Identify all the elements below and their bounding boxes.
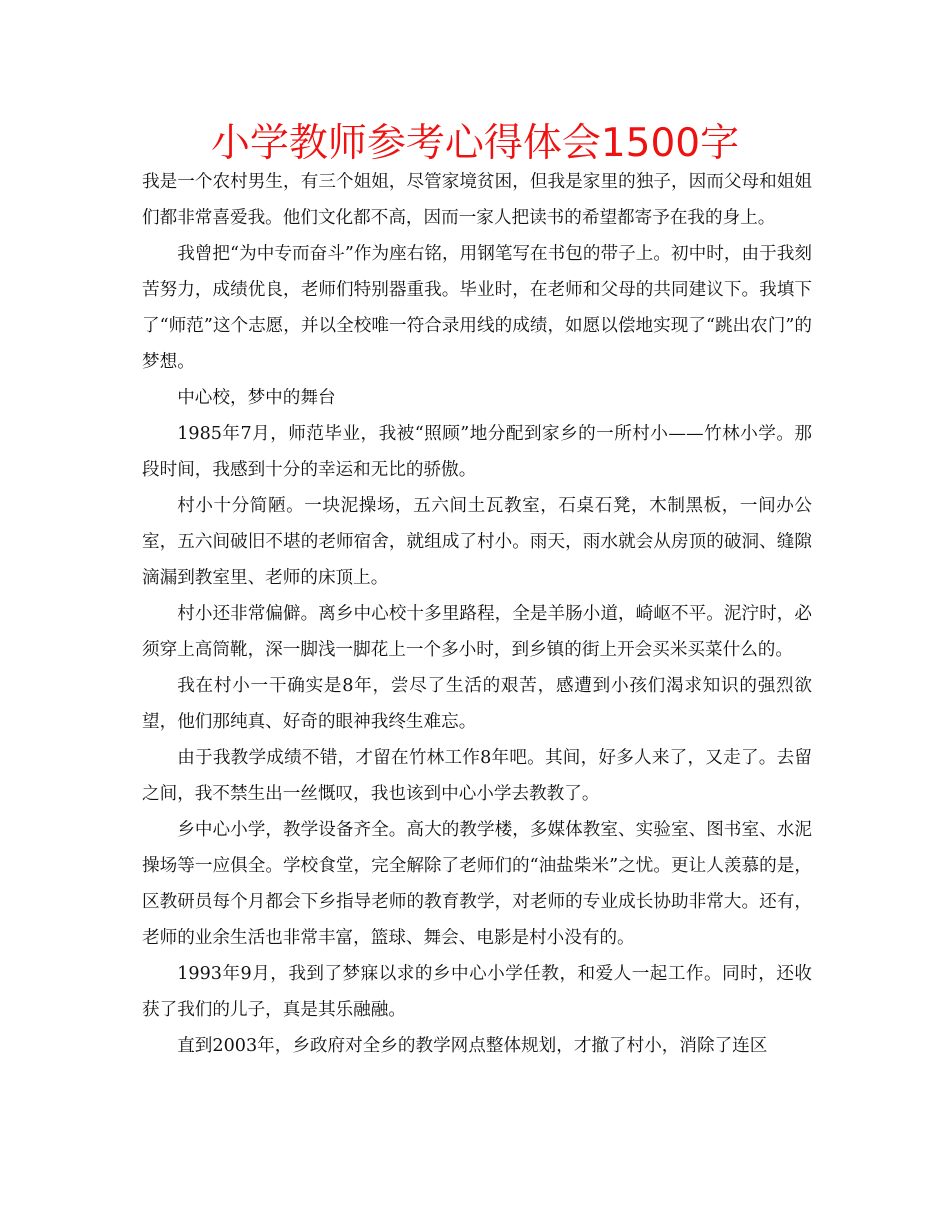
paragraph-2: 我曾把“为中专而奋斗”作为座右铭，用钢笔写在书包的带子上。初中时，由于我刻苦努力，成绩优良，老师们特别器重我。毕业时，在老师和父母的共同建议下。我填下了“师范”这个志愿，并以全校唯一符合录用线的成绩，如愿以偿地实现了“跳出农门”的梦想。	[142, 244, 812, 372]
paragraph-8: 乡中心小学，教学设备齐全。高大的教学楼，多媒体教室、实验室、图书室、水泥操场等一应俱全。学校食堂，完全解除了老师们的“油盐柴米”之忧。更让人羡慕的是，区教研员每个月都会下乡指导老师的教育教学，对老师的专业成长协助非常大。还有，老师的业余生活也非常丰富，篮球、舞会、电影是村小没有的。	[142, 820, 812, 948]
paragraph-6: 我在村小一干确实是8年，尝尽了生活的艰苦，感遭到小孩们渴求知识的强烈欲望，他们那纯真、好奇的眼神我终生难忘。	[142, 676, 812, 732]
document-title: 小学教师参考心得体会1500字	[210, 121, 740, 166]
paragraph-3: 1985年7月，师范毕业，我被“照顾”地分配到家乡的一所村小——竹林小学。那段时间，我感到十分的幸运和无比的骄傲。	[142, 424, 812, 480]
paragraph-1: 我是一个农村男生，有三个姐姐，尽管家境贫困，但我是家里的独子，因而父母和姐姐们都非常喜爱我。他们文化都不高，因而一家人把读书的希望都寄予在我的身上。	[142, 172, 812, 228]
paragraph-7: 由于我教学成绩不错，才留在竹林工作8年吧。其间，好多人来了，又走了。去留之间，我不禁生出一丝慨叹，我也该到中心小学去教教了。	[142, 748, 812, 804]
paragraph-5: 村小还非常偏僻。离乡中心校十多里路程，全是羊肠小道，崎岖不平。泥泞时，必须穿上高筒靴，深一脚浅一脚花上一个多小时，到乡镇的街上开会买米买菜什么的。	[142, 604, 812, 660]
paragraph-9: 1993年9月，我到了梦寐以求的乡中心小学任教，和爱人一起工作。同时，还收获了我们的儿子，真是其乐融融。	[142, 964, 812, 1020]
document-body	[142, 164, 812, 1064]
section-heading: 中心校，梦中的舞台	[177, 388, 336, 408]
paragraph-4: 村小十分简陋。一块泥操场，五六间土瓦教室，石桌石凳，木制黑板，一间办公室，五六间破旧不堪的老师宿舍，就组成了村小。雨天，雨水就会从房顶的破洞、缝隙滴漏到教室里、老师的床顶上。	[142, 496, 812, 588]
paragraph-10: 直到2003年，乡政府对全乡的教学网点整体规划，才撤了村小，消除了连区	[177, 1036, 768, 1056]
